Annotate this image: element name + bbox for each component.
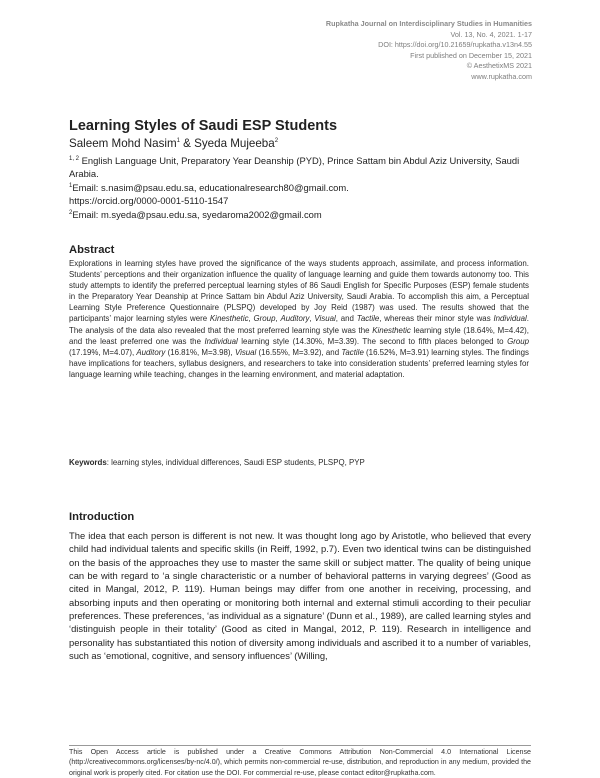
footer-divider [69,745,531,746]
journal-website-link[interactable]: www.rupkatha.com [471,71,532,81]
author-1-email[interactable]: Email: s.nasim@psau.edu.sa, educationalresearch80@gmail.com. [72,182,349,193]
term-tactile: Tactile [356,314,380,324]
publication-date: First published on December 15, 2021 [410,50,532,60]
keywords-line [69,458,529,467]
orcid-link[interactable]: https://orcid.org/0000-0001-5110-1547 [69,195,229,206]
abstract-text: (16.55%, M=3.92), and [256,347,342,357]
copyright-notice: © AesthetixMS 2021 [466,61,532,71]
abstract-text: , and [335,314,357,324]
author-2-name: Syeda Mujeeba [194,137,275,150]
abstract-text: (17.19%, M=4.07), [69,347,137,357]
author-2-email[interactable]: Email: m.syeda@psau.edu.sa, syedaroma2002@gmail.com [72,209,322,220]
journal-header [232,19,532,83]
term-tactile: Tactile [341,347,364,357]
author-1-name: Saleem Mohd Nasim [69,137,177,150]
license-footer: This Open Access article is published under a Creative Commons Attribution Non-Commercial 4.0 International License (http://creativecommons.org/licenses/by-nc/4.0/), which permits non-commercial re-use, distribution, and reproduction in any medium, provided the original work is properly cited. For citation use the DOI. For commercial re-use, please contact editor@rupkatha.com. [69,748,531,777]
abstract-text: , [248,314,254,324]
introduction-heading: Introduction [69,511,135,523]
abstract-text: , [275,314,281,324]
affiliation-text: English Language Unit, Preparatory Year Deanship (PYD), Prince Sattam bin Abdul Aziz University, Saudi Arabia. [69,155,520,180]
abstract-text: , [309,314,315,324]
affiliation [69,154,539,180]
term-individual: Individual [204,336,238,346]
author-1-marker: 1 [176,138,180,145]
term-auditory: Auditory [280,314,310,324]
term-kinesthetic: Kinesthetic [209,314,249,324]
keywords-label: Keywords [69,458,107,467]
author-2-email-line [69,208,539,221]
author-2-marker: 2 [274,138,279,145]
volume-info: Vol. 13, No. 4, 2021. 1-17 [450,29,532,39]
term-group: Group [253,314,276,324]
author-separator: & [179,137,195,150]
abstract-text: , whereas their minor style was [379,314,494,324]
abstract-text: Explorations in learning styles have proved the significance of the ways students approach, assimilate, and process information. Students’ perceptions and their organization influence the quality of language learning and guide them towards autonomy too. This study attempts to identify the preferred perceptual learning styles of 86 Saudi English for Specific Purposes (ESP) female students in the Preparatory Year Deanship at Prince Sattam bin Abdul Aziz University, Saudi Arabia. To accomplish this aim, a Perceptual Learning Style Preference Questionnaire (PLSPQ) developed by Joy Reid (1987) was used. The results showed that the participants’ major learning styles were [69,259,529,324]
email-1-marker: 1 [69,182,73,189]
introduction-body: The idea that each person is different is not new. It was thought long ago by Aristotle, who believed that every child had individual talents and specific skills (in Reiff, 1992, p.7). Even two identical twins can be distinguished on the basis of the approaches they use to master the same skill or subject matter. The quality of being unique can be with regard to ‘a single characteristic or a number of behavioral patterns in varying degrees’ (Good as cited in Mangal, 2012, P. 119). Human beings may differ from one another in receiving, processing, and absorbing inputs and then operating or monitoring both internal and external stimuli according to their peculiar preferences. These preferences, ‘as individual as a signature’ (Dunn et al., 1989), are called learning styles and ‘distinguish people in their totality’ (Good as cited in Mangal, 2012, P. 119). Research in intelligence and personality has substantiated this notion of diversity among individuals and ascribed it to a number of variables, such as ‘emotional, cognitive, and sensory influences’ (Willing, [69,530,531,662]
term-visual: Visual [234,347,257,357]
term-individual: Individual [493,314,527,324]
term-visual: Visual [314,314,336,324]
abstract-text: learning style (14.30%, M=3.39). The second to fifth places belonged to [237,336,508,346]
email-2-marker: 2 [69,209,73,216]
paper-title: Learning Styles of Saudi ESP Students [69,118,338,134]
term-auditory: Auditory [136,347,166,357]
doi-link[interactable]: DOI: https://doi.org/10.21659/rupkatha.v13n4.55 [378,40,532,50]
abstract-text: (16.81%, M=3.98), [165,347,235,357]
abstract-text: learning style (18.64%, M=4.42), and the least preferred one was the [69,325,529,346]
abstract-body [69,258,529,380]
term-group: Group [507,336,529,346]
author-line [69,137,278,150]
abstract-heading: Abstract [69,244,115,256]
affiliation-marker: 1, 2 [69,155,80,162]
author-1-email-line [69,181,539,194]
keywords-list: : learning styles, individual differences, Saudi ESP students, PLSPQ, PYP [106,458,365,467]
abstract-text: . The analysis of the data also revealed that the most preferred learning style was the [69,314,529,335]
term-kinesthetic: Kinesthetic [372,325,411,335]
abstract-text: (16.52%, M=3.91) learning styles. The findings have implications for teachers, syllabus designers, and researchers to take into consideration students’ preferred learning styles for language learning while teaching, changes in the learning environment, and material adaptation. [69,347,529,379]
journal-name: Rupkatha Journal on Interdisciplinary Studies in Humanities [325,19,532,28]
